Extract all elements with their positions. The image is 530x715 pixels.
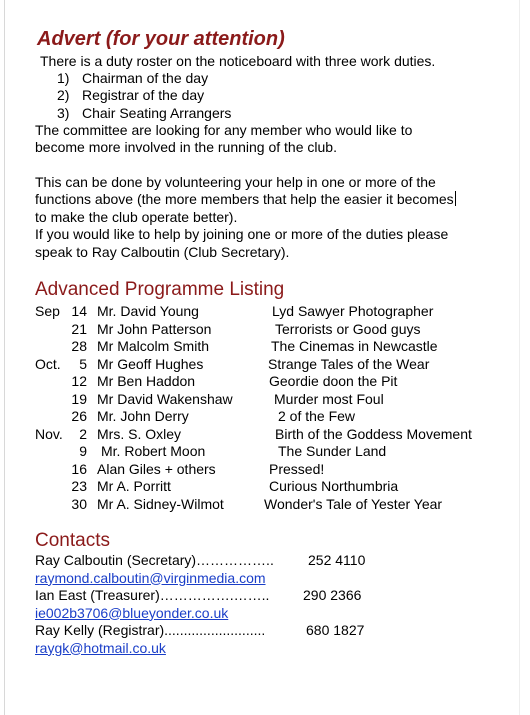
- text-line: become more involved in the running of the club.: [35, 139, 337, 156]
- day: 26: [71, 408, 87, 424]
- day: 30: [71, 495, 87, 512]
- programme-heading: Advanced Programme Listing: [35, 279, 285, 300]
- day: 2: [79, 425, 87, 442]
- duty-number: 3): [57, 104, 70, 121]
- day: 19: [71, 390, 87, 407]
- contact-phone: 290 2366: [303, 587, 362, 603]
- talk-title: Murder most Foul: [274, 390, 384, 407]
- contact-email-link[interactable]: ie002b3706@blueyonder.co.uk: [35, 604, 229, 621]
- advert-intro: There is a duty roster on the noticeboard with three work duties.: [40, 53, 436, 69]
- speaker: Mr A. Sidney-Wilmot: [97, 495, 224, 512]
- contact-line: [35, 552, 505, 570]
- talk-title: Strange Tales of the Wear: [268, 355, 430, 372]
- page-edge-right: [519, 0, 520, 715]
- contact-email-link[interactable]: raymond.calboutin@virginmedia.com: [35, 569, 266, 586]
- talk-title: Terrorists or Good guys: [275, 320, 421, 337]
- contact-name: Ray Calboutin (Secretary)……………..: [35, 552, 274, 568]
- speaker: Mr John Patterson: [97, 320, 212, 337]
- contact-name: Ray Kelly (Registrar)..........................: [35, 622, 266, 638]
- talk-title: Birth of the Goddess Movement: [275, 425, 472, 442]
- contact-phone: 680 1827: [306, 622, 365, 638]
- talk-title: The Sunder Land: [278, 443, 387, 459]
- advert-heading: Advert (for your attention): [37, 28, 285, 50]
- talk-title: 2 of the Few: [278, 408, 356, 424]
- text-line: This can be done by volunteering your help in one or more of the: [35, 174, 436, 190]
- day: 5: [79, 355, 87, 372]
- advert-paragraph: [35, 174, 456, 261]
- duty-item: [57, 70, 231, 87]
- duty-list: [57, 70, 231, 122]
- speaker: Mrs. S. Oxley: [97, 425, 182, 442]
- text-line: If you would like to help by joining one or more of the duties please: [35, 226, 449, 243]
- talk-title: Curious Northumbria: [269, 478, 399, 494]
- speaker: Mr Geoff Hughes: [97, 355, 204, 372]
- day: 28: [71, 338, 87, 354]
- day: 23: [71, 478, 87, 494]
- month: Oct.: [35, 355, 61, 372]
- talk-title: The Cinemas in Newcastle: [271, 338, 438, 354]
- speaker: Mr David Wakenshaw: [97, 390, 233, 407]
- text-line: [35, 191, 456, 208]
- talk-title: Geordie doon the Pit: [269, 373, 398, 389]
- speaker: Mr A. Porritt: [97, 478, 171, 494]
- duty-number: 2): [57, 87, 70, 104]
- day: 9: [79, 443, 87, 459]
- month: Nov.: [35, 425, 63, 442]
- duty-number: 1): [57, 70, 70, 86]
- duty-label: Chair Seating Arrangers: [82, 104, 232, 121]
- talk-title: Wonder's Tale of Yester Year: [264, 495, 443, 512]
- speaker: Mr. John Derry: [97, 408, 189, 424]
- contact-line: [35, 587, 505, 605]
- speaker: Alan Giles + others: [97, 460, 216, 477]
- contacts-heading: Contacts: [35, 530, 110, 551]
- text-line: speak to Ray Calboutin (Club Secretary).: [35, 243, 290, 260]
- month: Sep: [35, 303, 60, 319]
- day: 12: [71, 373, 87, 389]
- speaker: Mr Ben Haddon: [97, 373, 196, 389]
- contact-name: Ian East (Treasurer)…………….……..: [35, 587, 270, 603]
- page-edge-left: [4, 0, 5, 715]
- day: 14: [71, 303, 87, 319]
- duty-item: [57, 105, 231, 122]
- talk-title: Lyd Sawyer Photographer: [272, 303, 434, 319]
- duty-label: Registrar of the day: [82, 87, 205, 104]
- day: 16: [71, 460, 87, 477]
- contact-line: [35, 622, 505, 640]
- duty-item: [57, 87, 231, 104]
- text-line-content: functions above (the more members that help the easier it becomes: [35, 191, 454, 208]
- speaker: Mr. David Young: [97, 303, 199, 319]
- speaker: Mr Malcolm Smith: [97, 338, 210, 354]
- text-cursor: [455, 191, 456, 206]
- text-line: The committee are looking for any member who would like to: [35, 122, 413, 138]
- speaker: Mr. Robert Moon: [101, 443, 206, 459]
- text-line: to make the club operate better).: [35, 208, 238, 225]
- contacts-list: [35, 552, 505, 657]
- day: 21: [71, 320, 87, 337]
- contact-phone: 252 4110: [308, 552, 366, 568]
- duty-label: Chairman of the day: [82, 70, 209, 86]
- talk-title: Pressed!: [269, 460, 325, 477]
- advert-paragraph: [35, 122, 412, 157]
- contact-email-link[interactable]: raygk@hotmail.co.uk: [35, 639, 166, 656]
